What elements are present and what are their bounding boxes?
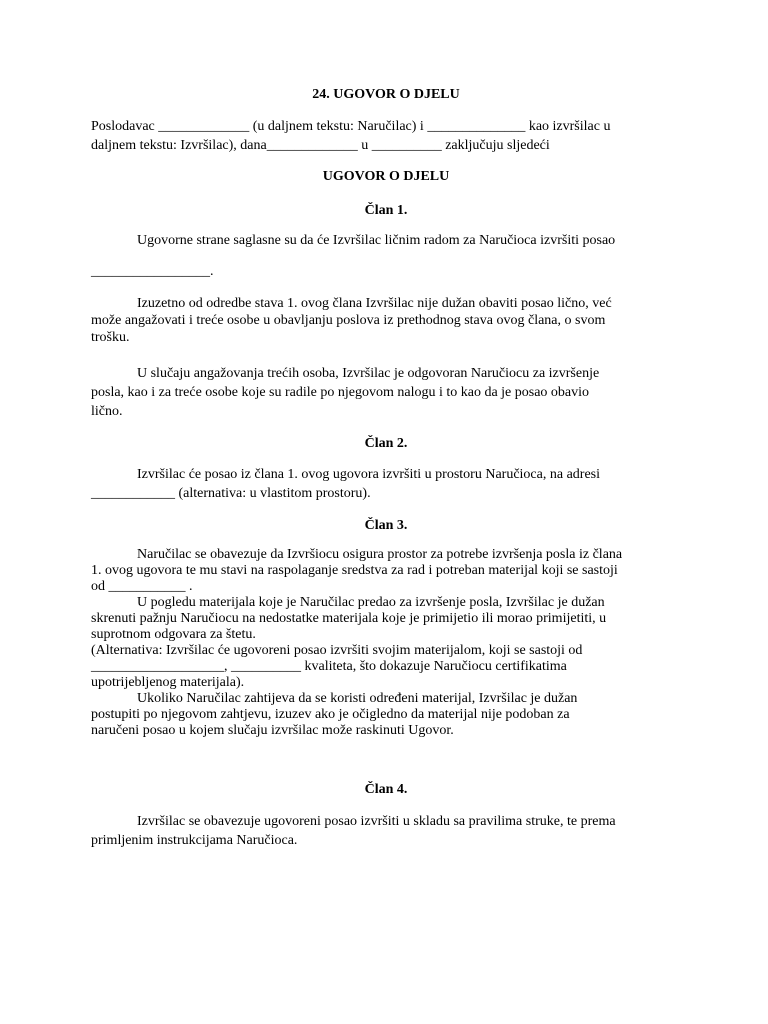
article-3-heading: Član 3. [364,518,408,533]
paragraph-line: od ___________ . [91,579,193,594]
paragraph-line: naručeni posao u kojem slučaju izvršilac može raskinuti Ugovor. [91,723,454,738]
article-3-body [91,547,681,739]
intro-line: daljnem tekstu: Izvršilac), dana_____________ u __________ zaključuju sljedeći [91,138,550,153]
paragraph-line: posla, kao i za treće osobe koje su radile po njegovom nalogu i to kao da je posao obavio [91,385,590,400]
paragraph-line: _________________. [91,264,214,279]
paragraph-line: može angažovati i treće osobe u obavljanju poslova iz prethodnog stava ovog člana, o svom [91,313,606,328]
paragraph-line: upotrijebljenog materijala). [91,675,245,690]
paragraph-line: ___________________, __________ kvaliteta, što dokazuje Naručiocu certifikatima [91,659,567,674]
paragraph-line: Ugovorne strane saglasne su da će Izvršilac ličnim radom za Naručioca izvršiti posao [137,233,616,248]
article-1-paragraph-1 [91,231,681,281]
paragraph-line: Izvršilac se obavezuje ugovoreni posao izvršiti u skladu sa pravilima struke, te prema [137,814,616,829]
paragraph-line: lično. [91,404,123,419]
paragraph-line: Izvršilac će posao iz člana 1. ovog ugovora izvršiti u prostoru Naručioca, na adresi [137,467,600,482]
paragraph-line: primljenim instrukcijama Naručioca. [91,833,298,848]
paragraph-line: Ukoliko Naručilac zahtijeva da se koristi određeni materijal, Izvršilac je dužan [137,691,578,706]
article-4-heading: Član 4. [364,782,408,797]
paragraph-line: suprotnom odgovara za štetu. [91,627,256,642]
article-1-paragraph-2 [91,295,681,346]
article-4-paragraph-1 [91,812,681,850]
paragraph-line: ____________ (alternativa: u vlastitom prostoru). [91,486,371,501]
paragraph-line: (Alternativa: Izvršilac će ugovoreni posao izvršiti svojim materijalom, koji se sastoji od [91,643,583,658]
paragraph-line: trošku. [91,330,130,345]
paragraph-line: U slučaju angažovanja trećih osoba, Izvršilac je odgovoran Naručiocu za izvršenje [137,366,600,381]
paragraph-line: U pogledu materijala koje je Naručilac predao za izvršenje posla, Izvršilac je dužan [137,595,605,610]
intro-paragraph [91,117,681,155]
paragraph-line: skrenuti pažnju Naručiocu na nedostatke materijala koje je primijetio ili morao primijetiti, u [91,611,607,626]
paragraph-line: Naručilac se obavezuje da Izvršiocu osigura prostor za potrebe izvršenja posla iz člana [137,547,623,562]
contract-subtitle: UGOVOR O DJELU [322,169,450,184]
paragraph-line: 1. ovog ugovora te mu stavi na raspolaganje sredstva za rad i potreban materijal koji se sastoji [91,563,618,578]
article-2-paragraph-1 [91,465,681,503]
article-1-heading: Član 1. [364,203,408,218]
article-1-paragraph-3 [91,364,681,421]
paragraph-line: Izuzetno od odredbe stava 1. ovog člana Izvršilac nije dužan obaviti posao lično, već [137,296,612,311]
article-2-heading: Član 2. [364,436,408,451]
paragraph-line: postupiti po njegovom zahtjevu, izuzev ako je očigledno da materijal nije podoban za [91,707,570,722]
document-title: 24. UGOVOR O DJELU [312,87,460,102]
intro-line: Poslodavac _____________ (u daljnem tekstu: Naručilac) i ______________ kao izvršilac u [91,119,611,134]
